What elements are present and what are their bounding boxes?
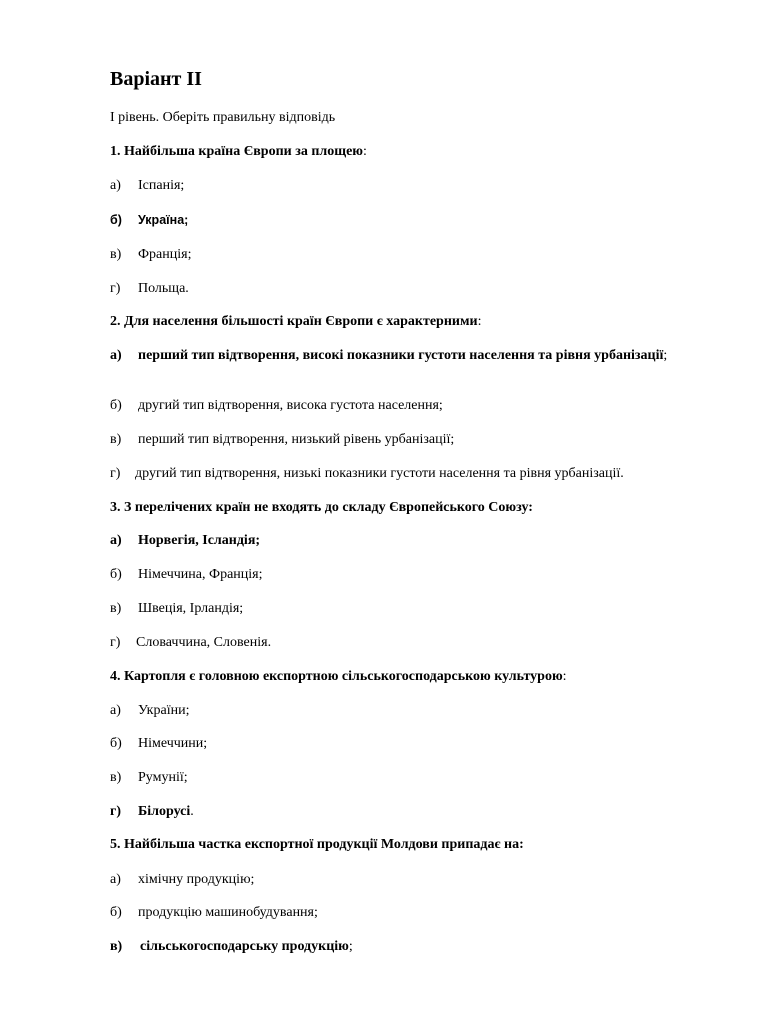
option-text: другий тип відтворення, висока густота населення;	[138, 398, 443, 413]
question-1-text: 1. Найбільша країна Європи за площею	[110, 144, 363, 159]
question-4-option-a	[110, 703, 189, 719]
question-5-text: 5. Найбільша частка експортної продукції Молдови припадає на:	[110, 837, 524, 852]
option-text: другий тип відтворення, низькі показники густоти населення та рівня урбанізації.	[135, 466, 624, 481]
option-tail: .	[190, 804, 194, 819]
option-marker: а)	[110, 703, 121, 718]
question-1-option-b	[110, 212, 188, 228]
option-marker: б)	[110, 398, 122, 413]
option-marker: б)	[110, 213, 122, 227]
option-text: сільськогосподарську продукцію	[140, 939, 349, 954]
option-text: Словаччина, Словенія.	[136, 635, 272, 650]
option-tail: ;	[348, 939, 353, 954]
option-text: Франція;	[138, 247, 192, 262]
question-2	[110, 314, 481, 330]
option-marker: в)	[110, 432, 122, 447]
question-2-text: 2. Для населення більшості країн Європи є характерними	[110, 314, 478, 329]
question-4-option-b	[110, 736, 207, 752]
question-5	[110, 837, 524, 853]
option-marker: а)	[110, 348, 122, 363]
option-text: Німеччини;	[138, 736, 208, 751]
option-text: Україна;	[138, 213, 189, 227]
question-4-text: 4. Картопля є головною експортною сільськогосподарською культурою	[110, 669, 563, 684]
question-2-option-d	[110, 466, 624, 482]
option-marker: б)	[110, 567, 122, 582]
question-2-tail: :	[477, 314, 482, 329]
option-marker: б)	[110, 736, 122, 751]
question-4-option-c	[110, 770, 188, 786]
option-text: Польща.	[138, 281, 189, 296]
question-2-option-c	[110, 432, 454, 448]
question-3-option-c	[110, 601, 243, 617]
question-3-option-b	[110, 567, 262, 583]
option-marker: а)	[110, 872, 121, 887]
option-marker: г)	[110, 281, 121, 296]
question-1-option-c	[110, 247, 191, 263]
question-1-option-d	[110, 281, 189, 297]
question-1-tail: :	[362, 144, 367, 159]
option-marker: а)	[110, 178, 121, 193]
question-3-option-d	[110, 635, 271, 651]
option-marker: б)	[110, 905, 122, 920]
option-text: України;	[138, 703, 190, 718]
level-instruction: І рівень. Оберіть правильну відповідь	[110, 110, 336, 125]
question-2-option-b	[110, 398, 443, 414]
question-4	[110, 669, 567, 685]
question-2-option-a	[110, 348, 670, 364]
option-tail: ;	[663, 348, 668, 363]
option-marker: г)	[110, 466, 121, 481]
question-3-text: 3. З перелічених країн не входять до складу Європейського Союзу:	[110, 500, 533, 515]
option-text: перший тип відтворення, високі показники густоти населення та рівня урбанізації	[138, 348, 664, 363]
variant-title: Варіант ІІ	[110, 68, 202, 90]
question-1	[110, 144, 367, 160]
option-text: продукцію машинобудування;	[138, 905, 318, 920]
option-marker: в)	[110, 770, 122, 785]
question-4-option-d	[110, 804, 194, 820]
option-marker: в)	[110, 939, 123, 954]
question-4-tail: :	[562, 669, 567, 684]
option-text: Іспанія;	[138, 178, 185, 193]
option-text: Білорусі	[138, 804, 191, 819]
option-marker: в)	[110, 247, 122, 262]
question-3	[110, 500, 533, 516]
option-text: Румунії;	[138, 770, 188, 785]
option-text: хімічну продукцію;	[138, 872, 255, 887]
option-marker: в)	[110, 601, 122, 616]
question-5-option-a	[110, 872, 254, 888]
option-text: Німеччина, Франція;	[138, 567, 263, 582]
question-5-option-b	[110, 905, 318, 921]
option-text: Швеція, Ірландія;	[138, 601, 244, 616]
option-text: Норвегія, Ісландія;	[138, 533, 261, 548]
option-marker: г)	[110, 804, 122, 819]
option-marker: г)	[110, 635, 121, 650]
option-marker: а)	[110, 533, 122, 548]
question-5-option-c	[110, 939, 353, 955]
question-3-option-a	[110, 533, 260, 549]
option-text: перший тип відтворення, низький рівень урбанізації;	[138, 432, 455, 447]
question-1-option-a	[110, 178, 184, 194]
